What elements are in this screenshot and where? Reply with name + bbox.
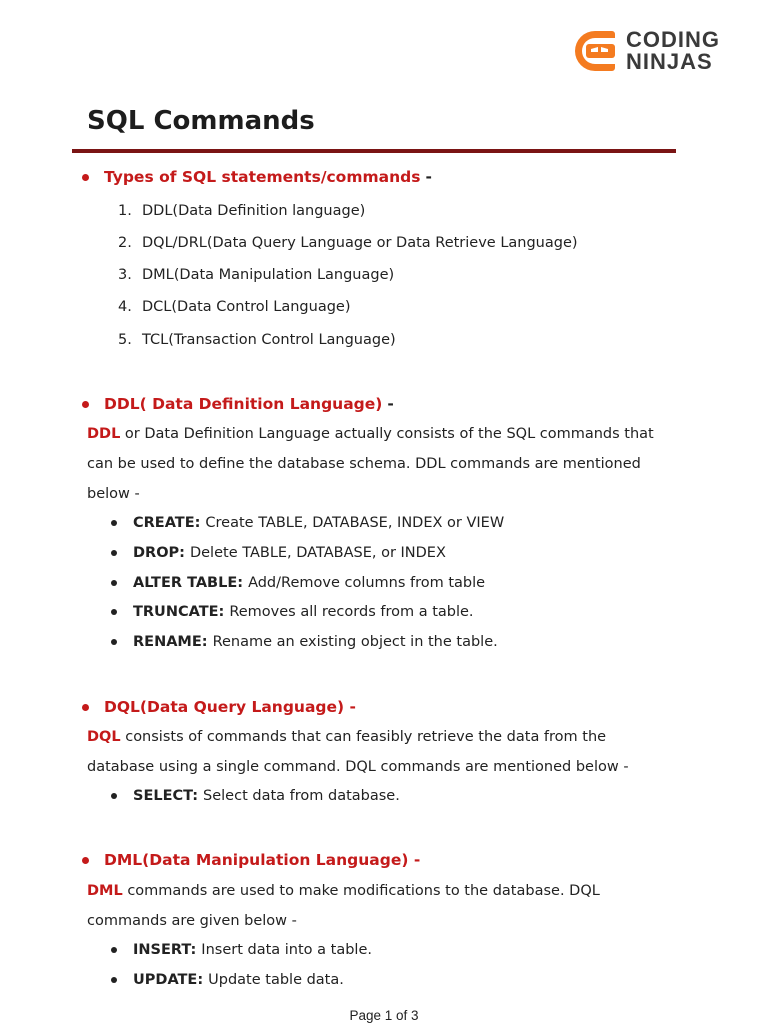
list-item: 1. DDL(Data Definition language) bbox=[118, 203, 366, 219]
list-item: DROP: Delete TABLE, DATABASE, or INDEX bbox=[111, 545, 446, 561]
bullet-dot-icon bbox=[111, 580, 117, 586]
ninja-mask-icon bbox=[572, 28, 618, 74]
paragraph-line: DDL or Data Definition Language actually consists of the SQL commands that bbox=[87, 426, 654, 442]
section-heading-dml: DML(Data Manipulation Language) - bbox=[82, 851, 420, 869]
bullet-dot-icon bbox=[82, 174, 89, 181]
list-item: TRUNCATE: Removes all records from a table. bbox=[111, 604, 474, 620]
list-item: SELECT: Select data from database. bbox=[111, 788, 400, 804]
list-item: 2. DQL/DRL(Data Query Language or Data Retrieve Language) bbox=[118, 235, 578, 251]
page-title: SQL Commands bbox=[87, 106, 315, 136]
logo-line-ninjas: NINJAS bbox=[626, 49, 713, 74]
list-item: RENAME: Rename an existing object in the table. bbox=[111, 634, 498, 650]
bullet-dot-icon bbox=[111, 609, 117, 615]
list-item: ALTER TABLE: Add/Remove columns from table bbox=[111, 575, 485, 591]
paragraph-line: DML commands are used to make modifications to the database. DQL bbox=[87, 883, 600, 899]
list-item: CREATE: Create TABLE, DATABASE, INDEX or VIEW bbox=[111, 515, 504, 531]
page-number: Page 1 of 3 bbox=[349, 1008, 419, 1023]
logo-line-coding: CODING bbox=[626, 27, 720, 52]
bullet-dot-icon bbox=[111, 520, 117, 526]
list-item: 5. TCL(Transaction Control Language) bbox=[118, 332, 396, 348]
bullet-dot-icon bbox=[82, 857, 89, 864]
bullet-dot-icon bbox=[111, 977, 117, 983]
bullet-dot-icon bbox=[111, 793, 117, 799]
bullet-dot-icon bbox=[82, 401, 89, 408]
list-item: 4. DCL(Data Control Language) bbox=[118, 299, 351, 315]
section-heading-ddl: DDL( Data Definition Language) - bbox=[82, 395, 394, 413]
list-item: INSERT: Insert data into a table. bbox=[111, 942, 372, 958]
paragraph-line: can be used to define the database schema. DDL commands are mentioned bbox=[87, 456, 641, 472]
list-item: 3. DML(Data Manipulation Language) bbox=[118, 267, 395, 283]
title-divider bbox=[72, 149, 676, 153]
paragraph-line: DQL consists of commands that can feasibly retrieve the data from the bbox=[87, 729, 607, 745]
paragraph-line: below - bbox=[87, 486, 140, 502]
bullet-dot-icon bbox=[111, 947, 117, 953]
coding-ninjas-logo bbox=[572, 28, 720, 74]
bullet-dot-icon bbox=[111, 639, 117, 645]
paragraph-line: database using a single command. DQL commands are mentioned below - bbox=[87, 759, 629, 775]
bullet-dot-icon bbox=[111, 550, 117, 556]
bullet-dot-icon bbox=[82, 704, 89, 711]
list-item: UPDATE: Update table data. bbox=[111, 972, 344, 988]
section-heading-types: Types of SQL statements/commands - bbox=[82, 168, 432, 186]
paragraph-line: commands are given below - bbox=[87, 913, 297, 929]
section-heading-dql: DQL(Data Query Language) - bbox=[82, 698, 356, 716]
